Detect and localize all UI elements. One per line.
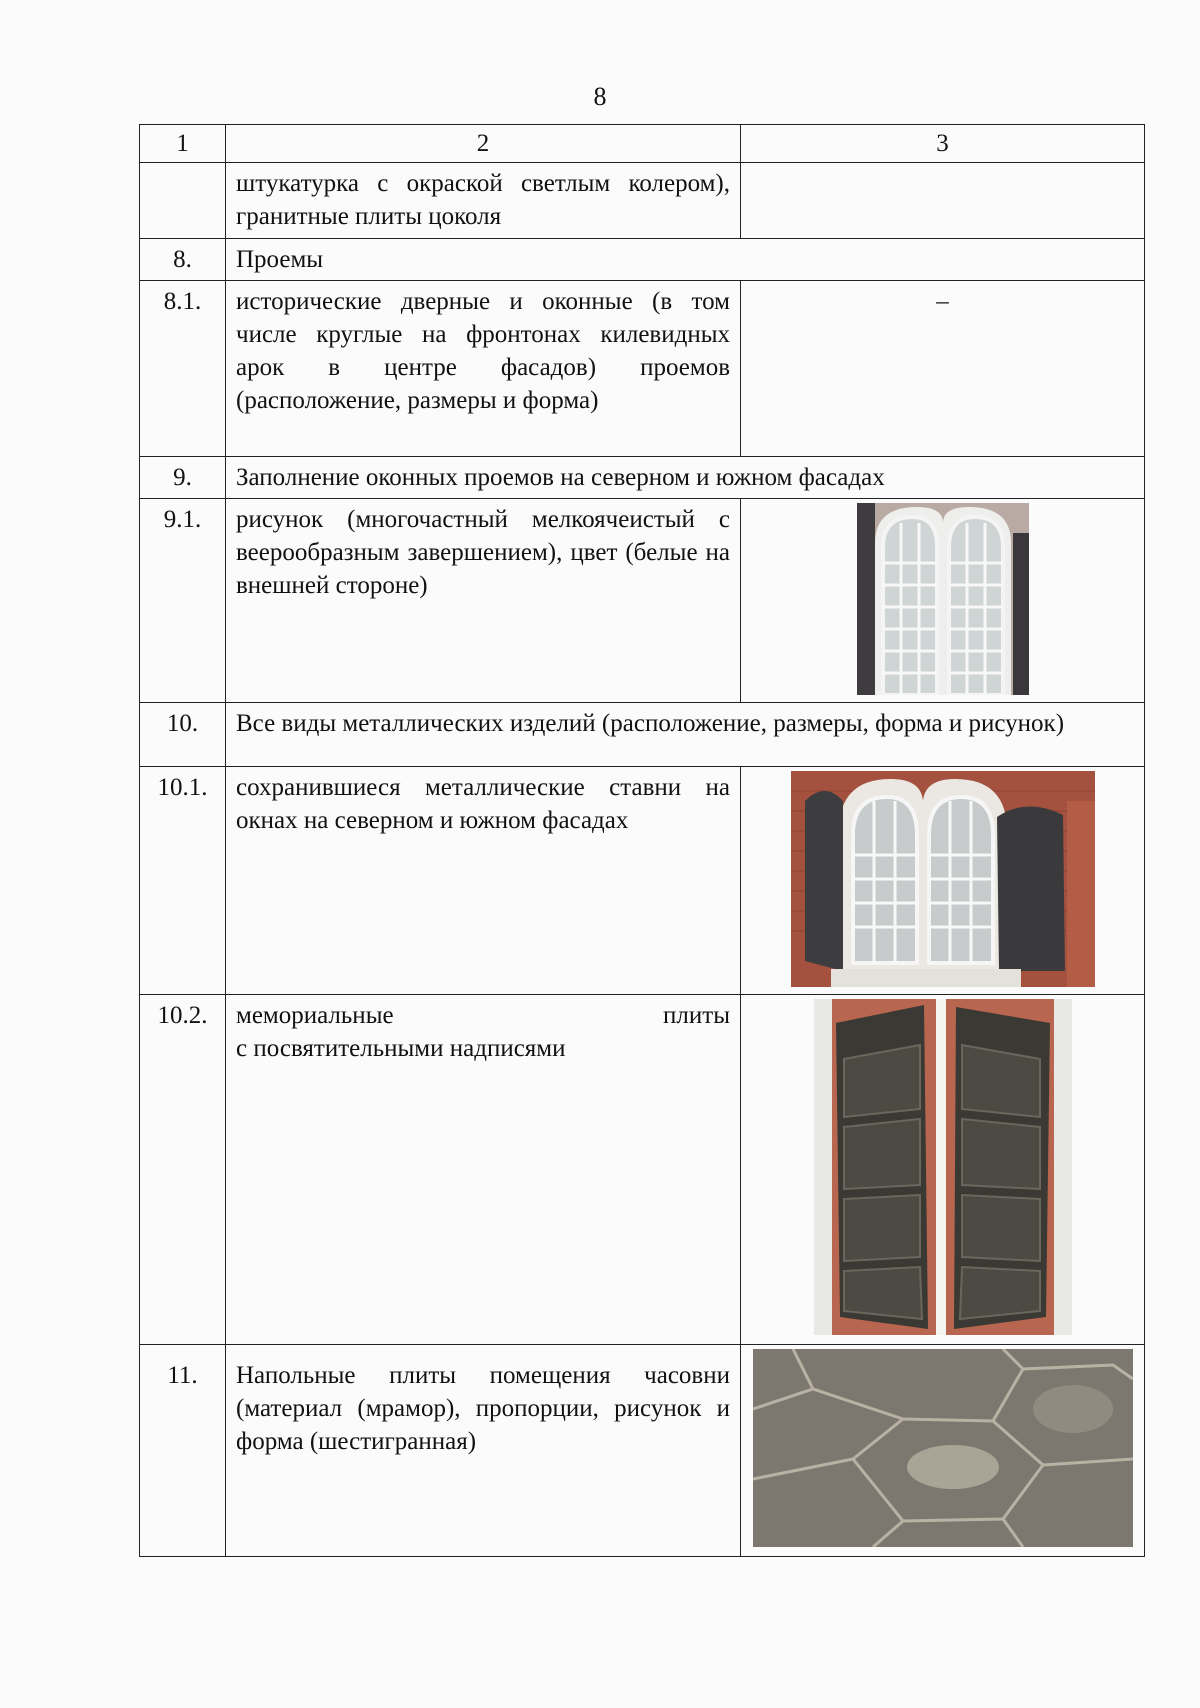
section-title: Проемы (226, 239, 1145, 281)
table-row (140, 163, 1145, 239)
monument-features-table (139, 124, 1145, 1557)
row-number: 8.1. (140, 281, 226, 457)
row-illustration-cell (741, 499, 1145, 703)
row-number: 9.1. (140, 499, 226, 703)
section-title: Все виды металлических изделий (расположение, размеры, форма и рисунок) (226, 703, 1145, 767)
table-row (140, 457, 1145, 499)
description-line-1 (236, 999, 730, 1032)
table-row (140, 703, 1145, 767)
table-header-row (140, 125, 1145, 163)
table-row (140, 499, 1145, 703)
window-shutters-photo (791, 771, 1095, 987)
header-col-2: 2 (226, 125, 741, 163)
row-number: 10.1. (140, 767, 226, 995)
row-description: Напольные плиты помещения часовни (материал (мрамор), пропорции, рисунок и форма (шестигранная) (226, 1345, 741, 1557)
row-description: сохранившиеся металлические ставни на окнах на северном и южном фасадах (226, 767, 741, 995)
header-col-1: 1 (140, 125, 226, 163)
row-description: штукатурка с окраской светлым колером), гранитные плиты цоколя (226, 163, 741, 239)
description-line-2: с посвятительными надписями (236, 1035, 566, 1062)
description-word: плиты (663, 1002, 730, 1029)
row-number: 10. (140, 703, 226, 767)
section-title: Заполнение оконных проемов на северном и южном фасадах (226, 457, 1145, 499)
header-col-3: 3 (741, 125, 1145, 163)
memorial-plaques-photo (814, 999, 1072, 1335)
row-description: рисунок (многочастный мелкоячеистый с веерообразным завершением), цвет (белые на внешней стороне) (226, 499, 741, 703)
page-number: 8 (593, 82, 607, 111)
row-illustration-cell (741, 163, 1145, 239)
row-illustration-cell (741, 1345, 1145, 1557)
row-illustration-cell (741, 767, 1145, 995)
row-number: 11. (140, 1345, 226, 1557)
row-number: 10.2. (140, 995, 226, 1345)
table-row (140, 239, 1145, 281)
table-row (140, 281, 1145, 457)
row-number: 9. (140, 457, 226, 499)
row-dash: – (741, 281, 1145, 457)
row-description (226, 995, 741, 1345)
table-row (140, 995, 1145, 1345)
description-word: мемориальные (236, 1002, 394, 1029)
table-row (140, 767, 1145, 995)
table-row (140, 1345, 1145, 1557)
row-number (140, 163, 226, 239)
row-illustration-cell (741, 995, 1145, 1345)
row-description: исторические дверные и оконные (в том числе круглые на фронтонах килевидных арок в центре фасадов) проемов (расположение, размеры и форма) (226, 281, 741, 457)
floor-tiles-photo (753, 1349, 1133, 1547)
window-photo (857, 503, 1029, 695)
row-number: 8. (140, 239, 226, 281)
